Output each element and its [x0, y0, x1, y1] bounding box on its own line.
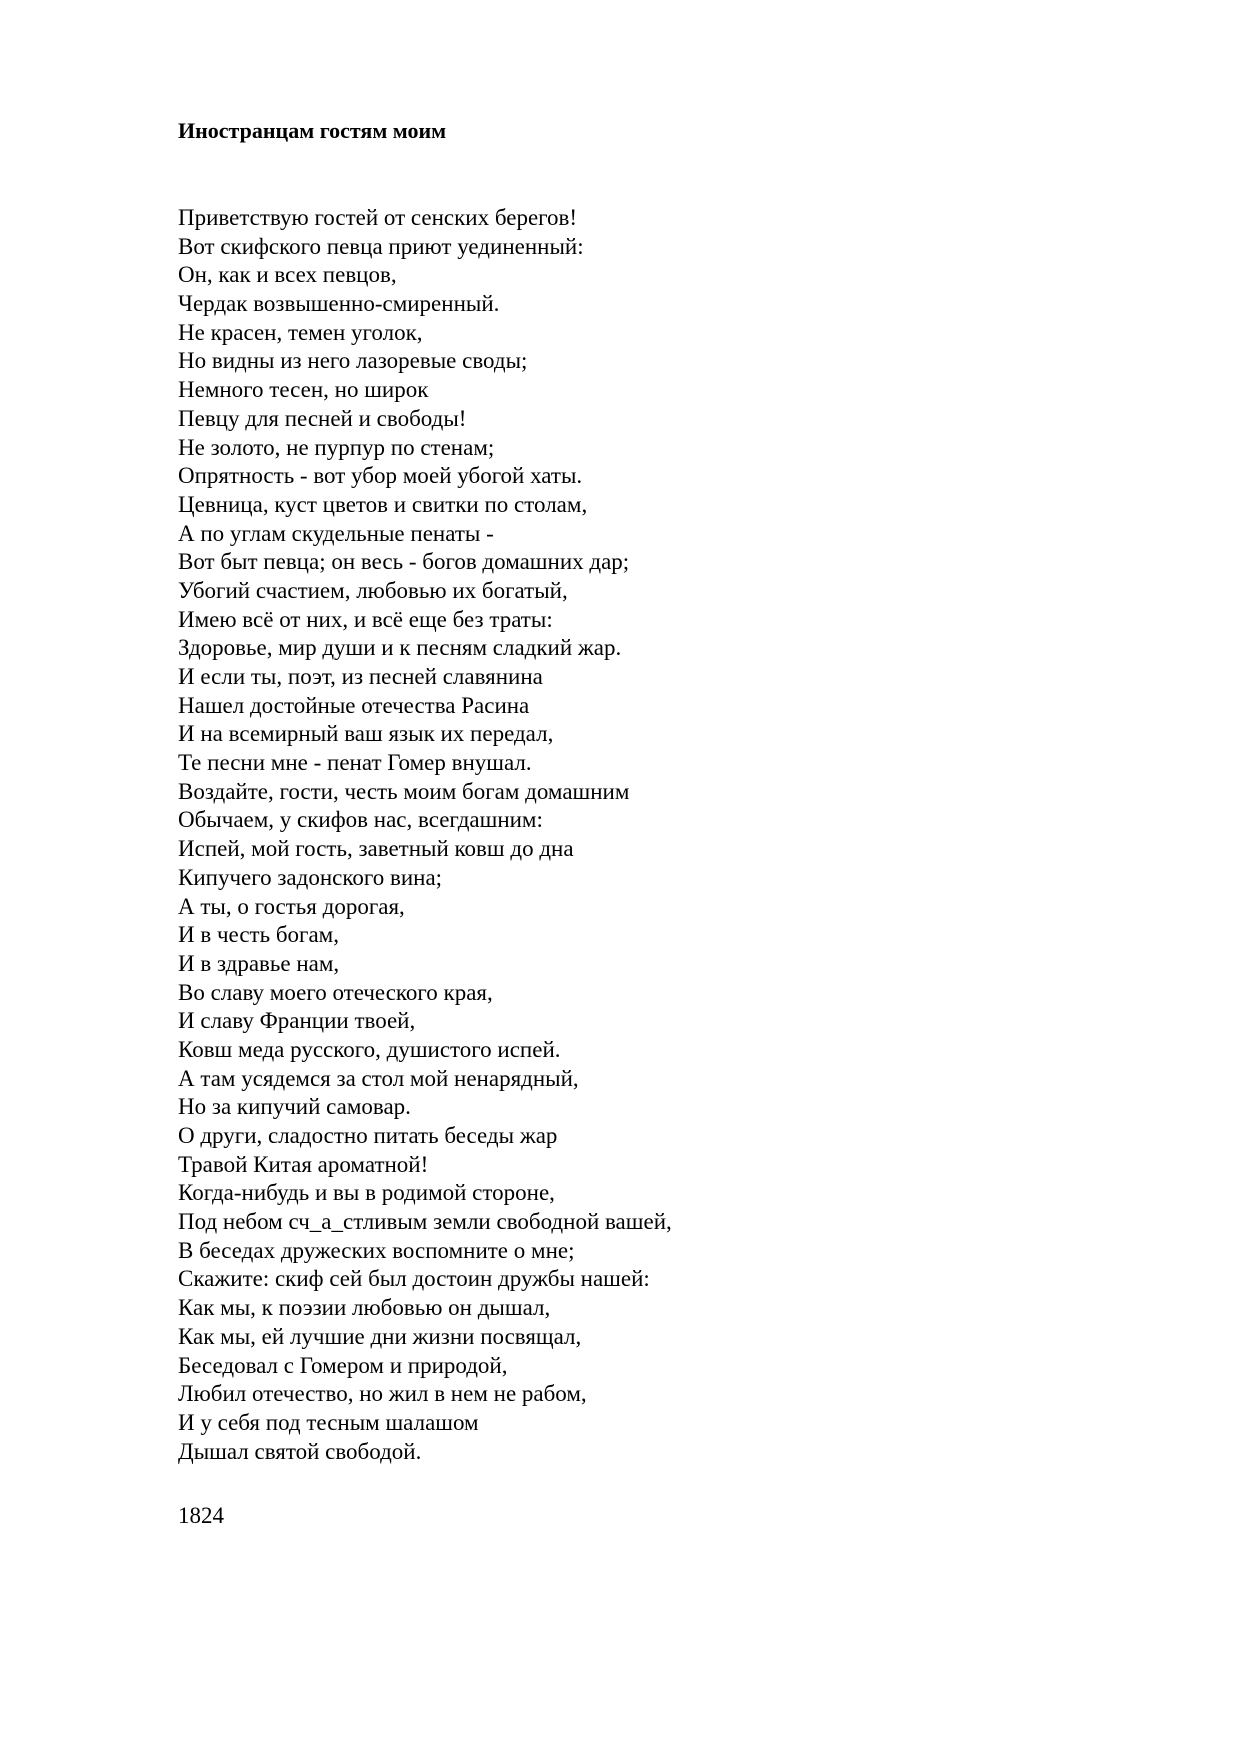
poem-line: Вот быт певца; он весь - богов домашних дар; [178, 549, 630, 575]
poem-line: О други, сладостно питать беседы жар [178, 1123, 558, 1148]
poem-line: Имею всё от них, и всё еще без траты: [178, 606, 553, 632]
poem-line: Под небом сч_а_стливым земли свободной вашей, [178, 1209, 672, 1235]
poem-line: Чердак возвышенно-смиренный. [178, 291, 500, 317]
poem-line: Кипучего задонского вина; [178, 864, 443, 890]
poem-line: Когда-нибудь и вы в родимой стороне, [178, 1180, 555, 1206]
poem-line: И в честь богам, [178, 922, 339, 948]
poem-line: Ковш меда русского, душистого испей. [178, 1036, 561, 1062]
poem-line: Певцу для песней и свободы! [178, 405, 467, 431]
poem-line: Как мы, к поэзии любовью он дышал, [178, 1295, 551, 1321]
poem-line: И на всемирный ваш язык их передал, [178, 721, 554, 747]
poem-line: А ты, о гостья дорогая, [178, 893, 405, 919]
poem-line: Те песни мне - пенат Гомер внушал. [178, 750, 532, 776]
poem-line: Скажите: скиф сей был достоин дружбы нашей: [178, 1266, 650, 1292]
poem-line: Воздайте, гости, честь моим богам домашним [178, 778, 630, 804]
poem-line: В беседах дружеских воспомните о мне; [178, 1237, 575, 1263]
poem-line: А по углам скудельные пенаты - [178, 520, 494, 546]
poem-line: Немного тесен, но широк [178, 377, 429, 403]
poem-line: Травой Китая ароматной! [178, 1151, 429, 1177]
poem-year: 1824 [178, 1503, 224, 1528]
poem-line: Но видны из него лазоревые своды; [178, 348, 528, 374]
poem-line: Во славу моего отеческого края, [178, 979, 493, 1005]
poem-line: Как мы, ей лучшие дни жизни посвящал, [178, 1323, 582, 1349]
poem-title: Иностранцам гостям моим [178, 118, 447, 143]
poem-line: Опрятность - вот убор моей убогой хаты. [178, 463, 583, 489]
poem-line: Вот скифского певца приют уединенный: [178, 233, 584, 259]
poem-line: И если ты, поэт, из песней славянина [178, 664, 543, 689]
poem-line: Но за кипучий самовар. [178, 1094, 411, 1120]
poem-line: Приветствую гостей от сенских берегов! [178, 205, 578, 230]
poem-line: Не красен, темен уголок, [178, 319, 423, 345]
poem-line: Здоровье, мир души и к песням сладкий жар. [178, 635, 622, 661]
poem-line: И в здравье нам, [178, 950, 340, 976]
poem-line: Дышал святой свободой. [178, 1438, 422, 1464]
poem-line: И славу Франции твоей, [178, 1008, 416, 1034]
poem-line: Обычаем, у скифов нас, всегдашним: [178, 807, 543, 833]
poem-line: Испей, мой гость, заветный ковш до дна [178, 836, 574, 862]
poem-line: Не золото, не пурпур по стенам; [178, 434, 495, 460]
poem-line: Цевница, куст цветов и свитки по столам, [178, 491, 588, 517]
poem-line: А там усядемся за стол мой ненарядный, [178, 1065, 579, 1091]
poem-line: Любил отечество, но жил в нем не рабом, [178, 1381, 587, 1407]
poem-line: И у себя под тесным шалашом [178, 1409, 479, 1435]
poem-body [178, 204, 672, 1466]
poem-line: Он, как и всех певцов, [178, 262, 397, 288]
poem-line: Беседовал с Гомером и природой, [178, 1352, 508, 1378]
poem-line: Нашел достойные отечества Расина [178, 692, 530, 718]
poem-line: Убогий счастием, любовью их богатый, [178, 577, 568, 603]
